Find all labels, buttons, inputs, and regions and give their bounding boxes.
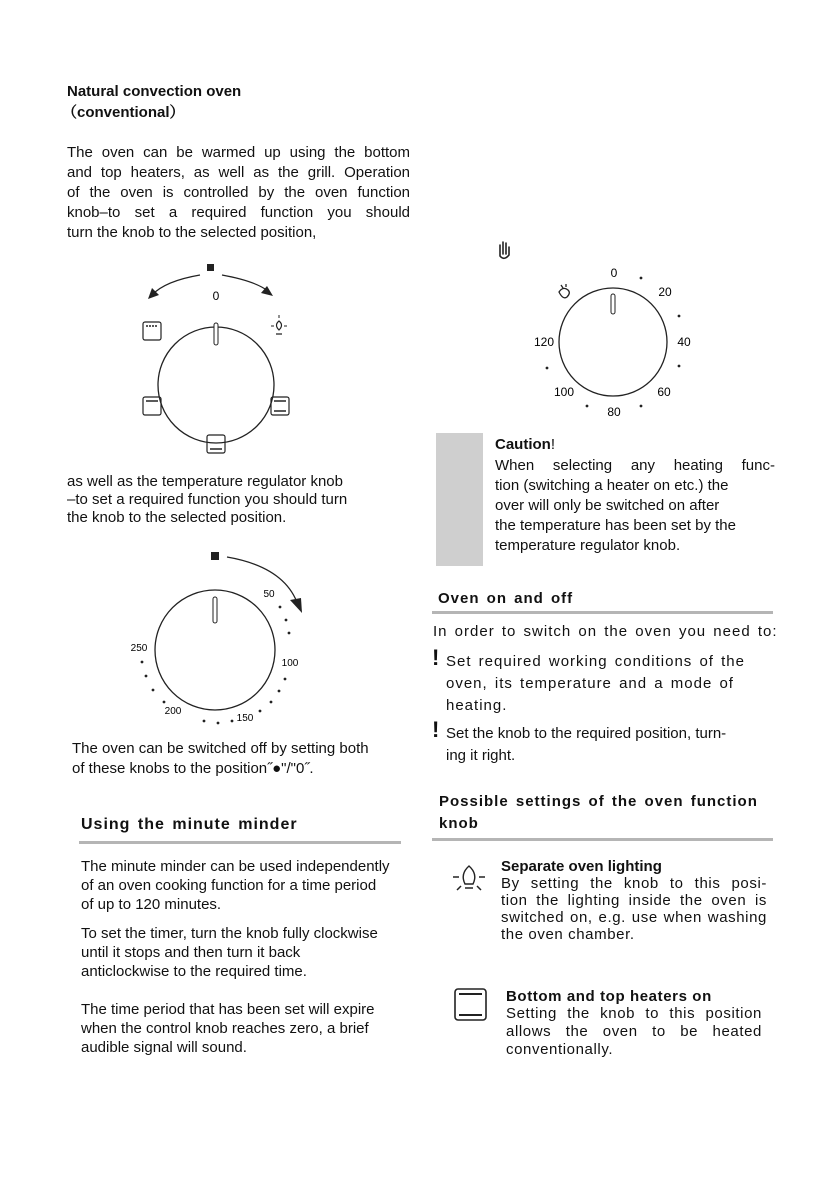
paragraph-line: The oven can be switched off by setting both — [72, 740, 369, 757]
paragraph-line: as well as the temperature regulator knob — [67, 473, 343, 490]
temperature-knob-diagram — [125, 545, 315, 730]
temp-label-200: 200 — [164, 706, 182, 717]
setting-line: allows the oven to be heated — [506, 1023, 762, 1040]
paragraph-line: The minute minder can be used independently — [81, 858, 390, 875]
paragraph-line: and top heaters, as well as the grill. Operation — [67, 164, 410, 181]
bottom-heater-icon — [207, 435, 225, 453]
paragraph-line: anticlockwise to the required time. — [81, 963, 307, 980]
temp-label-50: 50 — [263, 589, 275, 600]
paragraph-line: The time period that has been set will expire — [81, 1001, 375, 1018]
exclamation-icon: ! — [432, 645, 440, 670]
knob-pointer — [611, 294, 615, 314]
switch-off-paragraph — [72, 739, 402, 779]
paragraph-line: until it stops and then turn it back — [81, 944, 301, 961]
paragraph-line: The oven can be warmed up using the bottom — [67, 144, 410, 161]
caution-text — [495, 456, 775, 556]
function-knob-diagram — [130, 255, 310, 465]
timer-knob-diagram — [525, 262, 705, 422]
heaters-setting-title: Bottom and top heaters on — [506, 988, 712, 1005]
hand-icon — [495, 238, 515, 262]
arrow-left-icon — [152, 275, 200, 295]
minute-minder-para3 — [81, 1000, 412, 1057]
list-item-line: Set required working conditions of the — [446, 653, 745, 670]
caution-bar — [436, 433, 483, 566]
oven-on-off-item1 — [446, 651, 766, 717]
temp-label-150: 150 — [236, 713, 254, 724]
paragraph-line: the knob to the selected position. — [67, 509, 287, 526]
heading-rule — [432, 611, 773, 614]
temp-label-250: 250 — [130, 643, 148, 654]
setting-line: By setting the knob to this posi- — [501, 875, 767, 892]
minute-minder-heading: Using the minute minder — [81, 816, 298, 833]
bulb-icon — [271, 315, 287, 334]
top-bottom-heater-icon-right — [271, 397, 289, 415]
timer-label-80: 80 — [607, 405, 621, 419]
timer-label-120: 120 — [533, 335, 555, 349]
off-square-icon — [211, 552, 219, 560]
timer-label-0: 0 — [610, 266, 618, 280]
list-item-line: Set the knob to the required position, turn- — [446, 725, 727, 742]
caution-line: tion (switching a heater on etc.) the — [495, 477, 729, 494]
light-setting-title: Separate oven lighting — [501, 858, 662, 875]
timer-label-100: 100 — [553, 385, 575, 399]
list-item-line: heating. — [446, 697, 508, 714]
paragraph-line: of up to 120 minutes. — [81, 896, 222, 913]
temperature-paragraph — [67, 473, 372, 527]
timer-label-20: 20 — [658, 285, 672, 299]
paragraph-line: turn the knob to the selected position, — [67, 224, 317, 241]
knob-pointer — [213, 597, 217, 623]
timer-label-40: 40 — [677, 335, 691, 349]
top-heater-icon — [143, 322, 161, 340]
caution-line: the temperature has been set by the — [495, 517, 736, 534]
intro-paragraph — [67, 143, 410, 243]
paragraph-line: when the control knob reaches zero, a brief — [81, 1020, 369, 1037]
section-subtitle: （conventional） — [62, 104, 185, 121]
paragraph-line: To set the timer, turn the knob fully clockwise — [81, 925, 378, 942]
paragraph-line: of an oven cooking function for a time period — [81, 877, 377, 894]
setting-line: Setting the knob to this position — [506, 1005, 762, 1022]
list-item-line: oven, its temperature and a mode of — [446, 675, 734, 692]
light-setting-text — [501, 875, 767, 943]
section-title: Natural convection oven — [67, 83, 242, 100]
setting-line: conventionally. — [506, 1041, 614, 1058]
oven-on-off-heading: Oven on and off — [438, 590, 574, 607]
off-square-icon — [207, 264, 214, 271]
paragraph-line: audible signal will sound. — [81, 1039, 247, 1056]
paragraph-line: –to set a required function you should turn — [67, 491, 348, 508]
oven-on-off-item2 — [446, 723, 776, 767]
settings-heading: Possible settings of the oven function — [439, 793, 758, 810]
minute-minder-para2 — [81, 924, 412, 981]
paragraph-line: of the oven is controlled by the oven function — [67, 184, 410, 201]
setting-line: switched on, e.g. use when washing — [501, 909, 767, 926]
temp-label-100: 100 — [281, 658, 299, 669]
hand-icon-small — [559, 284, 569, 298]
top-bottom-heater-icon-left — [143, 397, 161, 415]
caution-line: temperature regulator knob. — [495, 537, 681, 554]
arrow-right-icon — [222, 275, 268, 291]
heading-rule — [79, 841, 401, 844]
timer-label-60: 60 — [657, 385, 671, 399]
paragraph-line: of these knobs to the position˝●"/"0˝. — [72, 760, 314, 777]
list-item-line: ing it right. — [446, 747, 516, 764]
heading-rule — [432, 838, 773, 841]
settings-heading-cont: knob — [439, 815, 479, 832]
paragraph-line: knob–to set a required function you should — [67, 204, 410, 221]
setting-line: tion the lighting inside the oven is — [501, 892, 767, 909]
caution-line: When selecting any heating func- — [495, 457, 775, 474]
caution-line: over will only be switched on after — [495, 497, 720, 514]
knob-zero-label: 0 — [212, 289, 220, 303]
exclamation-icon: ! — [432, 717, 440, 742]
caution-title: Caution! — [495, 436, 555, 453]
bulb-icon — [449, 860, 489, 900]
knob-pointer — [214, 323, 218, 345]
top-bottom-heater-icon — [452, 986, 490, 1024]
oven-on-off-intro: In order to switch on the oven you need to: — [433, 623, 778, 640]
heaters-setting-text — [506, 1005, 762, 1059]
setting-line: the oven chamber. — [501, 926, 635, 943]
minute-minder-para1 — [81, 857, 412, 914]
